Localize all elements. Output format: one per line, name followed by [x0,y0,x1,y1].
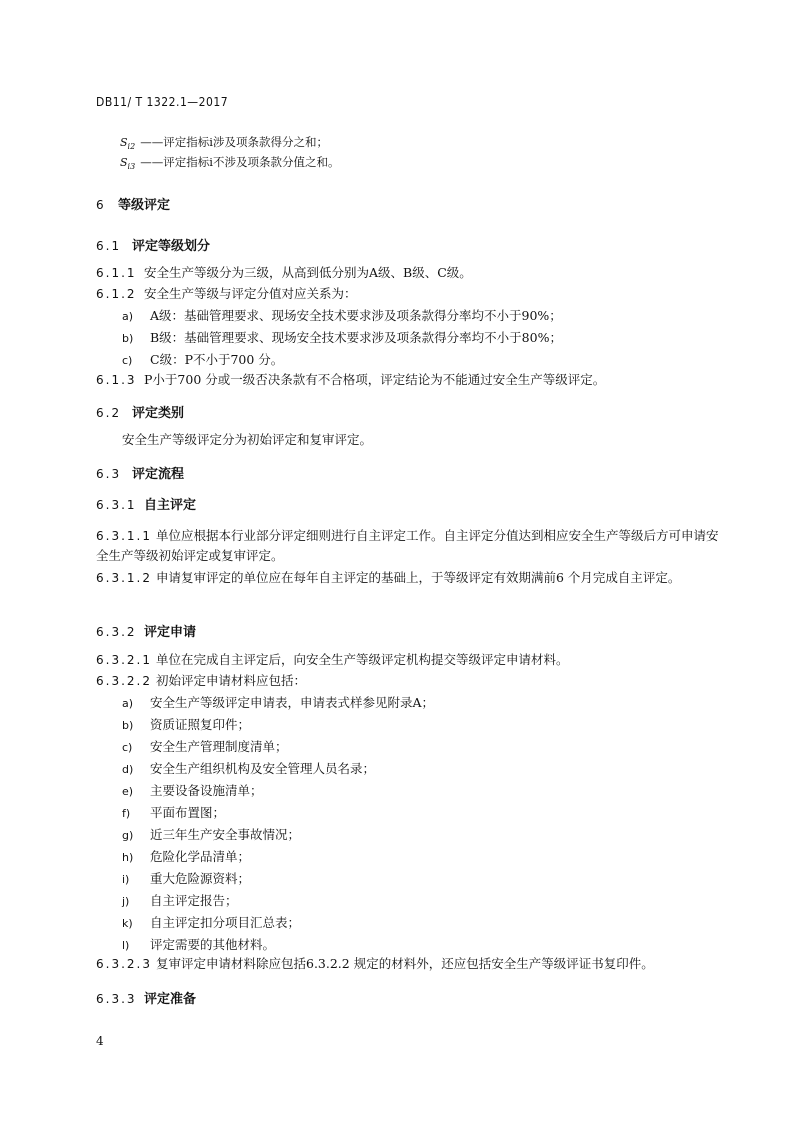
clause: 6.3.2.1 单位在完成自主评定后，向安全生产等级评定机构提交等级评定申请材料。 [96,652,569,667]
list-item: b) 资质证照复印件； [122,717,251,732]
variable-definition: $S_{i2}$ ——评定指标i涉及项条款得分之和； [120,135,328,152]
document-header-id: DB11/ T 1322.1—2017 [96,95,229,109]
subsection-heading: 6.3.2 评定申请 [96,625,197,640]
list-item: g) 近三年生产安全事故情况； [122,827,301,842]
paragraph: 安全生产等级评定分为初始评定和复审评定。 [122,432,373,447]
subsection-heading: 6.3.3 评定准备 [96,992,197,1007]
list-item: h) 危险化学品清单； [122,849,251,864]
clause: 6.1.3 P小于700 分或一级否决条款有不合格项，评定结论为不能通过安全生产等级评定。 [96,372,606,387]
clause: 6.3.2.2 初始评定申请材料应包括： [96,673,307,688]
list-item: d) 安全生产组织机构及安全管理人员名录； [122,761,376,776]
subsection-heading: 6.3.1 自主评定 [96,498,197,513]
list-item: e) 主要设备设施清单； [122,783,263,798]
list-item: b) B级：基础管理要求、现场安全技术要求涉及项条款得分率均不小于80%； [122,330,562,345]
subsection-heading: 6.1 评定等级划分 [96,239,211,254]
page-number: 4 [96,1034,104,1048]
list-item: j) 自主评定报告； [122,893,238,908]
clause: 6.1.1 安全生产等级分为三级，从高到低分别为A级、B级、C级。 [96,265,472,280]
variable-definition: $S_{i3}$ ——评定指标i不涉及项条款分值之和。 [120,155,340,172]
clause: 6.1.2 安全生产等级与评定分值对应关系为： [96,286,357,301]
list-item: i) 重大危险源资料； [122,871,251,886]
subsection-heading: 6.3 评定流程 [96,467,185,482]
clause: 6.3.1.1 单位应根据本行业部分评定细则进行自主评定工作。自主评定分值达到相应安全生产等级后方可申请安全生产等级初始评定或复审评定。 [96,528,719,563]
list-item: c) 安全生产管理制度清单； [122,739,288,754]
clause: 6.3.2.3 复审评定申请材料除应包括6.3.2.2 规定的材料外，还应包括安全生产等级评证书复印件。 [96,956,654,971]
list-item: k) 自主评定扣分项目汇总表； [122,915,301,930]
list-item: c) C级：P不小于700 分。 [122,352,284,367]
list-item: a) A级：基础管理要求、现场安全技术要求涉及项条款得分率均不小于90%； [122,308,562,323]
list-item: a) 安全生产等级评定申请表，申请表式样参见附录A； [122,695,435,710]
list-item: f) 平面布置图； [122,805,226,820]
subsection-heading: 6.2 评定类别 [96,406,185,421]
section-heading: 6 等级评定 [96,198,171,213]
list-item: l) 评定需要的其他材料。 [122,937,276,952]
clause: 6.3.1.2 申请复审评定的单位应在每年自主评定的基础上，于等级评定有效期满前6 个月完成自主评定。 [96,570,681,585]
